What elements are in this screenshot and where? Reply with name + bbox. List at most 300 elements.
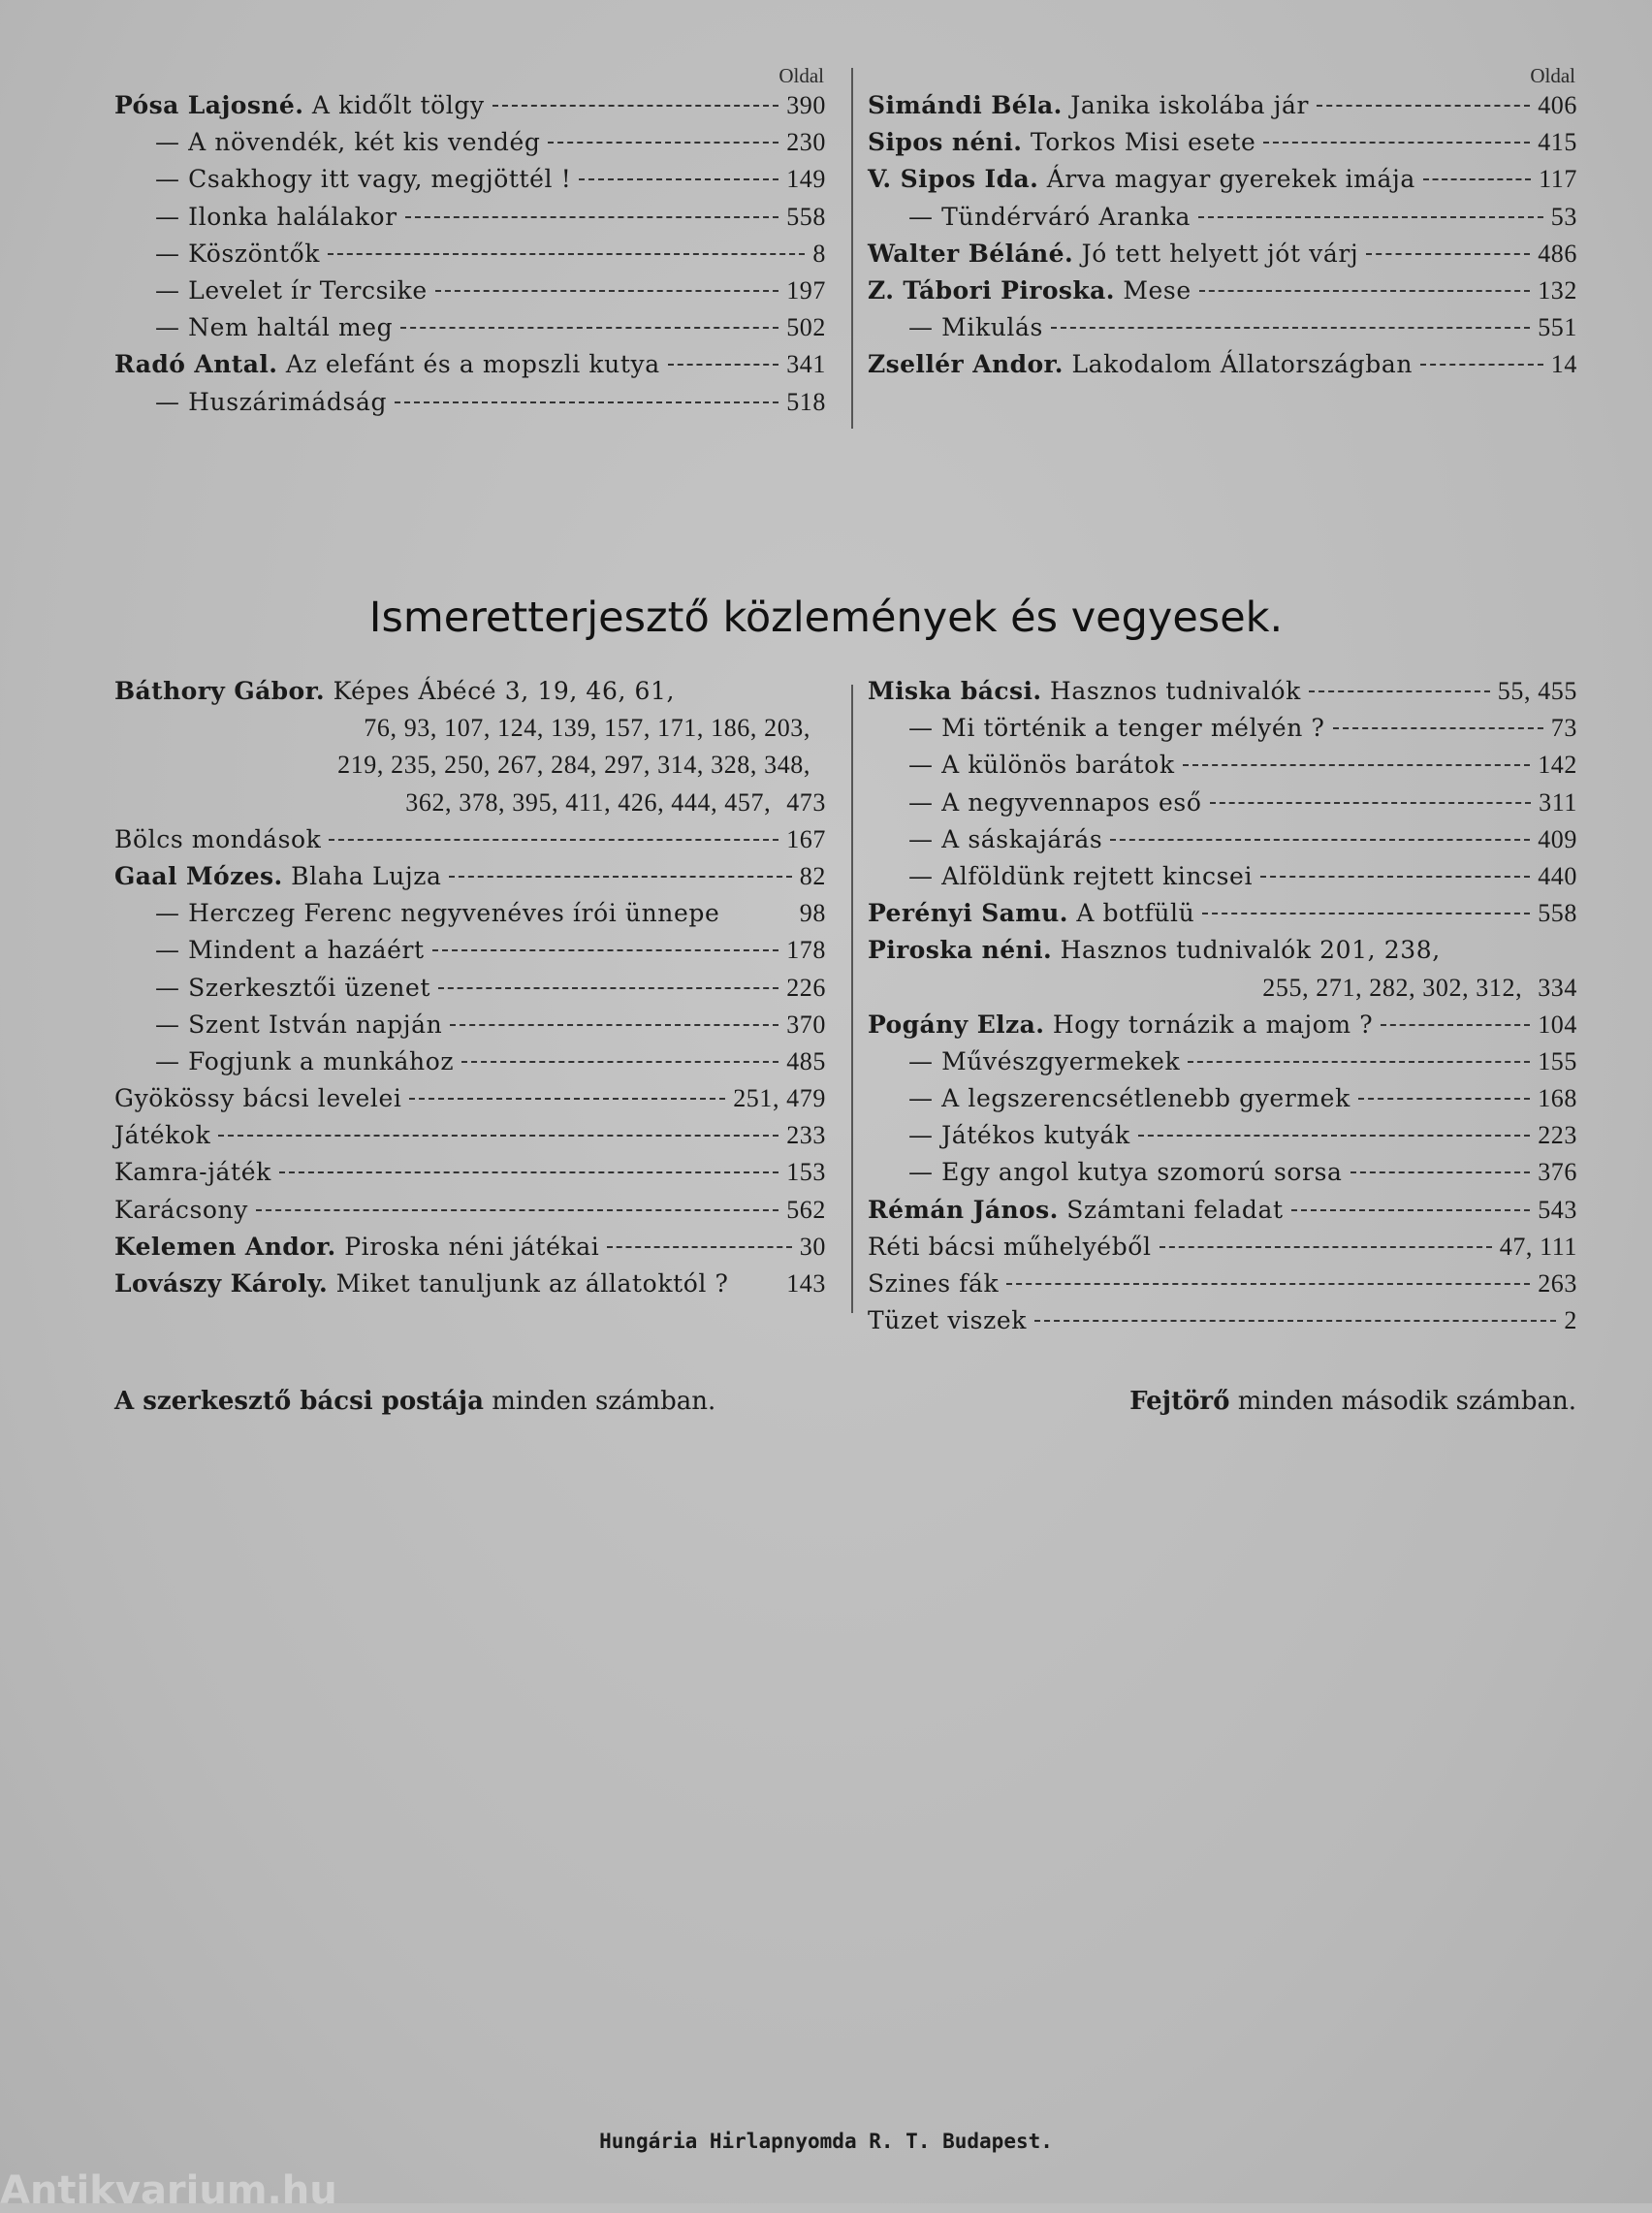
toc-entry (868, 165, 1577, 202)
leader-dots (1006, 1283, 1530, 1285)
leader-dots (1381, 1024, 1530, 1026)
toc-entry-text (908, 862, 1253, 890)
leader-dots (1160, 1246, 1492, 1248)
toc-page-number: 551 (1538, 313, 1577, 342)
toc-title: A különös barátok (941, 751, 1175, 780)
ditto-dash: — (908, 751, 934, 780)
toc-entry-text (114, 1121, 210, 1149)
toc-title: Huszárimádság (188, 387, 388, 416)
toc-title: Hogy tornázik a majom ? (1052, 1010, 1374, 1039)
toc-entry-text (405, 788, 771, 818)
note-left-bold: A szerkesztő bácsi postája (114, 1387, 484, 1416)
toc-title: Mikulás (941, 313, 1043, 342)
leader-dots (329, 839, 778, 841)
toc1-left-column (114, 58, 826, 425)
toc-page-number: 82 (799, 861, 826, 890)
toc-entry-text (908, 714, 1325, 742)
toc-entry (114, 788, 826, 825)
toc-entry-text (337, 751, 810, 780)
toc-entry-text (114, 91, 485, 119)
toc-entry (114, 1158, 826, 1195)
leader-dots (668, 364, 778, 366)
toc-entry (114, 240, 826, 276)
toc-author: Pogány Elza. (868, 1010, 1045, 1039)
toc-title: 362, 378, 395, 411, 426, 444, 457, (405, 787, 772, 817)
ditto-dash: — (908, 861, 934, 890)
leader-dots (279, 1171, 778, 1173)
toc-entry-text (868, 1233, 1152, 1261)
toc-entry-text (908, 788, 1202, 817)
toc-entry (868, 788, 1577, 825)
leader-dots (1333, 727, 1543, 729)
ditto-dash: — (155, 239, 180, 268)
toc-title: 255, 271, 282, 302, 312, (1262, 973, 1523, 1002)
toc-page-number: 311 (1539, 787, 1577, 817)
toc-title: Tündérváró Aranka (941, 202, 1191, 231)
column-divider-1 (851, 68, 853, 429)
toc-author: Pósa Lajosné. (114, 91, 304, 119)
toc-entry (114, 350, 826, 387)
toc-page-number: 230 (786, 128, 826, 157)
ditto-dash: — (155, 1010, 180, 1039)
toc-entry-text (908, 751, 1175, 779)
toc-title: A negyvennapos eső (941, 787, 1202, 817)
toc-entry-text (155, 388, 387, 416)
ditto-dash: — (908, 714, 934, 743)
toc-title: Blaha Lujza (291, 861, 442, 890)
section-heading: Ismeretterjesztő közlemények és vegyesek. (368, 593, 1284, 642)
toc-author: Gaal Mózes. (114, 861, 283, 890)
toc-title: Alföldünk rejtett kincsei (941, 861, 1254, 890)
toc-title: Szerkesztői üzenet (188, 973, 430, 1002)
toc-page-number: 415 (1538, 128, 1577, 157)
toc-entry (114, 1233, 826, 1269)
toc-entry (868, 825, 1577, 862)
toc1-right-column (868, 58, 1577, 388)
toc-page-number: 98 (799, 899, 826, 928)
oldal-label-right: Oldal (1530, 64, 1575, 87)
ditto-dash: — (155, 973, 180, 1002)
toc-page-number: 117 (1539, 165, 1577, 194)
leader-dots (1188, 1061, 1530, 1063)
toc2-right-list (868, 677, 1577, 1343)
ditto-dash: — (908, 1084, 934, 1113)
toc-entry-text (868, 1306, 1027, 1334)
toc-entry (114, 313, 826, 350)
toc-page-number: 178 (786, 936, 826, 965)
toc-entry (114, 1010, 826, 1047)
toc-entry (868, 203, 1577, 240)
toc-page-number: 53 (1550, 202, 1577, 231)
toc-entry-text (908, 1084, 1350, 1112)
printer-imprint: Hungária Hirlapnyomda R. T. Budapest. (599, 2130, 1053, 2153)
toc-entry-text (868, 350, 1413, 378)
toc-page-number: 132 (1538, 275, 1577, 305)
toc-entry (868, 128, 1577, 165)
toc-entry-text (155, 276, 428, 305)
leader-dots (328, 253, 805, 255)
ditto-dash: — (155, 936, 180, 965)
toc-page-number: 390 (786, 91, 826, 119)
toc-entry (868, 240, 1577, 276)
ditto-dash: — (908, 1121, 934, 1150)
toc-entry-text (868, 1010, 1373, 1039)
leader-dots (1051, 327, 1530, 329)
toc-entry-text (155, 165, 571, 193)
toc-title: Csakhogy itt vagy, megjöttél ! (188, 165, 572, 194)
toc-title: Piroska néni játékai (344, 1232, 600, 1261)
toc-title: Gyökössy bácsi levelei (114, 1084, 402, 1113)
toc-page-number: 263 (1538, 1269, 1577, 1298)
toc-page-number: 370 (786, 1010, 826, 1039)
toc-page-number: 440 (1538, 861, 1577, 890)
toc-author: Simándi Béla. (868, 91, 1063, 119)
toc-page-number: 8 (812, 239, 826, 268)
toc-entry (868, 1269, 1577, 1306)
toc-title: Karácsony (114, 1195, 248, 1224)
toc-title: A botfülü (1076, 899, 1195, 928)
toc-title: A legszerencsétlenebb gyermek (941, 1084, 1350, 1113)
toc-entry (114, 203, 826, 240)
toc-author: Báthory Gábor. (114, 677, 326, 705)
toc-entry-text (908, 1047, 1180, 1075)
toc-entry (114, 751, 826, 787)
toc-entry-text (114, 1084, 401, 1112)
note-left (114, 1387, 715, 1416)
toc-page-number: 485 (786, 1046, 826, 1075)
ditto-dash: — (908, 1158, 934, 1187)
ditto-dash: — (155, 165, 180, 194)
toc-title: Ilonka halálakor (188, 202, 397, 231)
note-right-bold: Fejtörő (1129, 1387, 1230, 1416)
toc-title: Számtani feladat (1066, 1195, 1284, 1224)
toc-entry (868, 714, 1577, 751)
ditto-dash: — (908, 313, 934, 342)
ditto-dash: — (908, 787, 934, 817)
toc-entry-text (155, 313, 393, 341)
toc-title: Torkos Misi esete (1030, 128, 1256, 157)
toc-entry (114, 825, 826, 862)
leader-dots (1260, 876, 1530, 878)
toc-title: 76, 93, 107, 124, 139, 157, 171, 186, 203, (364, 714, 810, 743)
column-divider-2 (851, 685, 853, 1313)
toc-entry (114, 388, 826, 425)
toc-page-number: 251, 479 (733, 1084, 826, 1113)
toc-title: Herczeg Ferenc negyvenéves írói ünnepe (188, 899, 720, 928)
toc-page-number: 143 (786, 1269, 826, 1298)
toc-entry (868, 1121, 1577, 1158)
toc-page-number: 518 (786, 387, 826, 416)
toc-entry (868, 677, 1577, 714)
toc-title: Képes Ábécé 3, 19, 46, 61, (333, 677, 676, 705)
toc-entry (868, 1084, 1577, 1121)
toc-title: Tüzet viszek (868, 1306, 1027, 1335)
toc-entry-text (114, 825, 321, 853)
toc-title: Játékok (114, 1121, 211, 1150)
toc-entry (114, 1084, 826, 1121)
leader-dots (432, 949, 779, 951)
toc-entry (868, 276, 1577, 313)
leader-dots (400, 327, 778, 329)
toc-entry (868, 1158, 1577, 1195)
toc-page-number: 142 (1538, 751, 1577, 780)
toc-entry (114, 862, 826, 899)
ditto-dash: — (908, 1046, 934, 1075)
toc-page-number: 334 (1538, 973, 1577, 1002)
watermark-text: Antikvarium.hu (0, 2168, 337, 2213)
toc-title: Játékos kutyák (941, 1121, 1130, 1150)
toc-title: Fogjunk a munkához (188, 1046, 455, 1075)
leader-dots (256, 1209, 778, 1211)
toc-author: V. Sipos Ida. (868, 165, 1039, 194)
leader-dots (607, 1246, 791, 1248)
toc-page-number: 73 (1550, 714, 1577, 743)
toc-entry (868, 1047, 1577, 1084)
toc-entry-text (155, 240, 320, 268)
toc-entry (868, 899, 1577, 936)
toc1-left-list (114, 91, 826, 425)
toc-entry-text (868, 276, 1191, 305)
toc-entry-text (1262, 974, 1522, 1003)
toc-author: Walter Béláné. (868, 239, 1074, 268)
toc-title: Mindent a hazáért (188, 936, 425, 965)
leader-dots (1034, 1320, 1556, 1322)
toc-author: Rémán János. (868, 1195, 1059, 1224)
toc-title: A sáskajárás (941, 824, 1103, 853)
toc-entry-text (114, 1233, 599, 1261)
toc-entry-text (155, 1010, 442, 1039)
ditto-dash: — (155, 1046, 180, 1075)
leader-dots (492, 105, 778, 107)
toc-author: Z. Tábori Piroska. (868, 275, 1115, 305)
toc-title: A kidőlt tölgy (311, 91, 485, 119)
toc-entry-text (114, 862, 441, 890)
toc-entry (114, 165, 826, 202)
toc-page-number: 168 (1538, 1084, 1577, 1113)
note-left-rest: minden számban. (492, 1387, 716, 1416)
toc-entry (868, 1010, 1577, 1047)
leader-dots (1210, 802, 1532, 804)
toc-entry (114, 1269, 826, 1306)
toc-title: Jó tett helyett jót várj (1081, 239, 1359, 268)
toc-title: Mese (1123, 275, 1191, 305)
toc-entry-text (155, 974, 430, 1002)
toc-page-number: 376 (1538, 1158, 1577, 1187)
toc-entry-text (908, 825, 1102, 853)
leader-dots (435, 290, 778, 292)
toc-author: Radó Antal. (114, 350, 278, 379)
leader-dots (405, 216, 778, 218)
leader-dots (1291, 1209, 1531, 1211)
toc-entry (868, 751, 1577, 787)
toc1-right-list (868, 91, 1577, 388)
leader-dots (1317, 105, 1530, 107)
toc-author: Miska bácsi. (868, 677, 1042, 705)
toc-title: Lakodalom Állatországban (1071, 350, 1414, 379)
toc-entry (868, 350, 1577, 387)
toc-title: Árva magyar gyerekek imája (1046, 165, 1415, 194)
toc-author: Piroska néni. (868, 936, 1053, 965)
toc-entry-text (868, 240, 1358, 268)
toc-author: Lovászy Károly. (114, 1269, 329, 1298)
toc-title: Egy angol kutya szomorú sorsa (941, 1158, 1343, 1187)
toc-entry (868, 1233, 1577, 1269)
leader-dots (1350, 1171, 1531, 1173)
leader-dots (450, 1024, 778, 1026)
toc-entry-text (155, 899, 719, 927)
toc-entry-text (114, 677, 675, 705)
toc-entry (868, 313, 1577, 350)
toc-title: Az elefánt és a mopszli kutya (285, 350, 660, 379)
toc2-left-list (114, 677, 826, 1306)
toc-entry (868, 862, 1577, 899)
toc-entry (114, 974, 826, 1010)
toc2-left-column (114, 677, 826, 1306)
toc-entry-text (868, 1196, 1284, 1224)
toc-title: Szines fák (868, 1269, 1000, 1298)
toc-entry-text (114, 350, 660, 378)
toc-entry-text (155, 203, 397, 231)
toc-entry-text (868, 899, 1194, 927)
toc-page-number: 153 (786, 1158, 826, 1187)
toc-entry-text (868, 936, 1441, 964)
toc-page-number: 104 (1538, 1010, 1577, 1039)
toc-author: Zsellér Andor. (868, 350, 1064, 379)
toc-title: Hasznos tudnivalók (1050, 677, 1301, 705)
toc-entry (868, 91, 1577, 128)
toc-entry (114, 677, 826, 714)
toc-entry (114, 936, 826, 973)
toc-page-number: 558 (1538, 899, 1577, 928)
leader-dots (1423, 178, 1531, 180)
toc-entry-text (114, 1269, 729, 1298)
leader-dots (1309, 690, 1490, 692)
toc-entry (114, 714, 826, 751)
toc-page-number: 409 (1538, 824, 1577, 853)
toc-title: 219, 235, 250, 267, 284, 297, 314, 328, 348, (337, 751, 810, 780)
toc-page-number: 2 (1564, 1306, 1577, 1335)
toc-title: Szent István napján (188, 1010, 443, 1039)
toc-entry (868, 1196, 1577, 1233)
toc-entry-text (908, 1158, 1343, 1186)
toc-page-number: 223 (1538, 1121, 1577, 1150)
toc-title: Mi történik a tenger mélyén ? (941, 714, 1325, 743)
toc-entry-text (155, 936, 425, 964)
toc-title: Művészgyermekek (941, 1046, 1181, 1075)
toc-page-number: 155 (1538, 1046, 1577, 1075)
toc-entry-text (908, 1121, 1130, 1149)
leader-dots (449, 876, 791, 878)
ditto-dash: — (155, 387, 180, 416)
ditto-dash: — (155, 275, 180, 305)
leader-dots (579, 178, 778, 180)
toc-entry (868, 974, 1577, 1010)
toc-entry-text (868, 91, 1309, 119)
toc-entry-text (364, 714, 810, 743)
toc-title: Levelet ír Tercsike (188, 275, 428, 305)
oldal-label-left: Oldal (778, 64, 824, 87)
toc-page-number: 30 (799, 1232, 826, 1261)
toc-entry-text (114, 1196, 248, 1224)
toc-page-number: 341 (786, 350, 826, 379)
note-right (1129, 1387, 1576, 1416)
toc-entry-text (908, 203, 1191, 231)
note-right-rest: minden második számban. (1237, 1387, 1576, 1416)
toc-entry (114, 899, 826, 936)
toc-page-number: 149 (786, 165, 826, 194)
toc-entry (868, 936, 1577, 973)
toc-page-number: 558 (786, 202, 826, 231)
leader-dots (1183, 764, 1531, 766)
toc-page-number: 233 (786, 1121, 826, 1150)
leader-dots (1366, 253, 1530, 255)
toc-author: Sipos néni. (868, 128, 1023, 157)
leader-dots (218, 1135, 778, 1137)
toc-entry-text (868, 1269, 999, 1298)
toc-page-number: 543 (1538, 1195, 1577, 1224)
leader-dots (1420, 364, 1543, 366)
leader-dots (1358, 1098, 1530, 1100)
toc-page-number: 502 (786, 313, 826, 342)
ditto-dash: — (908, 202, 934, 231)
toc-title: Kamra-játék (114, 1158, 271, 1187)
toc-title: Réti bácsi műhelyéből (868, 1232, 1152, 1261)
toc-entry (114, 128, 826, 165)
toc-title: Nem haltál meg (188, 313, 394, 342)
leader-dots (1199, 290, 1530, 292)
leader-dots (1110, 839, 1530, 841)
toc-title: Köszöntők (188, 239, 321, 268)
toc-page-number: 226 (786, 973, 826, 1002)
toc-page-number: 406 (1538, 91, 1577, 119)
toc-entry-text (155, 1047, 454, 1075)
ditto-dash: — (155, 202, 180, 231)
toc-entry-text (868, 677, 1301, 705)
leader-dots (395, 401, 778, 403)
toc-title: Janika iskolába jár (1070, 91, 1310, 119)
leader-dots (1202, 913, 1530, 914)
toc-title: A növendék, két kis vendég (188, 128, 541, 157)
toc-page-number: 167 (786, 824, 826, 853)
ditto-dash: — (155, 899, 180, 928)
leader-dots (461, 1061, 778, 1063)
toc-entry-text (868, 165, 1415, 193)
toc-entry (114, 1047, 826, 1084)
toc-title: Hasznos tudnivalók 201, 238, (1060, 936, 1441, 965)
toc-entry (114, 91, 826, 128)
toc-page-number: 473 (786, 787, 826, 817)
toc-page-number: 562 (786, 1195, 826, 1224)
toc2-right-column (868, 677, 1577, 1343)
ditto-dash: — (908, 824, 934, 853)
toc-page-number: 197 (786, 275, 826, 305)
toc-entry (114, 1121, 826, 1158)
toc-page-number: 486 (1538, 239, 1577, 268)
toc-title: Bölcs mondások (114, 824, 322, 853)
toc-entry-text (908, 313, 1043, 341)
leader-dots (1263, 142, 1530, 144)
leader-dots (438, 987, 778, 989)
toc-author: Perényi Samu. (868, 899, 1068, 928)
toc-title: Miket tanuljunk az állatoktól ? (335, 1269, 729, 1298)
toc-entry (114, 276, 826, 313)
toc-page-number: 14 (1550, 350, 1577, 379)
toc-entry (868, 1306, 1577, 1343)
toc-page-number: 55, 455 (1497, 677, 1577, 705)
leader-dots (1138, 1135, 1530, 1137)
leader-dots (409, 1098, 725, 1100)
ditto-dash: — (155, 128, 180, 157)
